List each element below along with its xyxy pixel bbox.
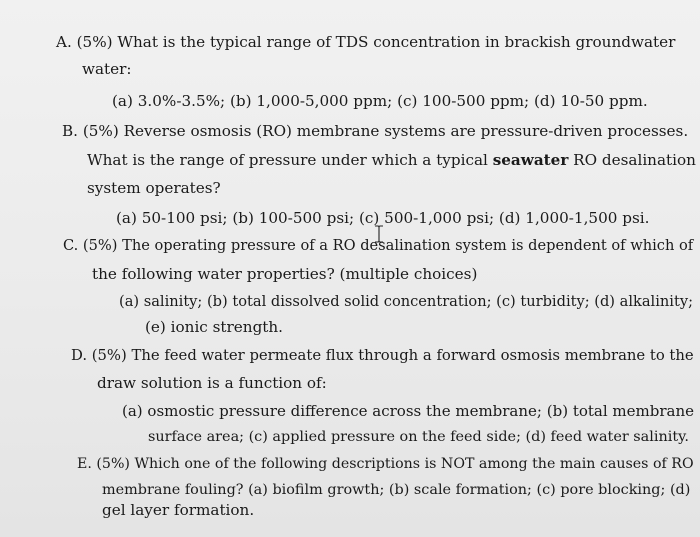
question-b-emphasis: seawater [492,151,569,169]
question-b-line-1: B. (5%) Reverse osmosis (RO) membrane systems are pressure-driven processes. [62,122,689,140]
question-b-line-2-pre: What is the range of pressure under which a typical [87,151,493,169]
question-b-line-2-post: RO desalination [568,151,696,169]
question-d-line-1: D. (5%) The feed water permeate flux through a forward osmosis membrane to the [71,347,694,364]
question-c-line-2: the following water properties? (multiple choices) [92,265,478,283]
question-b-line-3: system operates? [87,179,221,197]
question-e-line-1: E. (5%) Which one of the following descriptions is NOT among the main causes of RO [77,456,694,472]
question-a-line-2: water: [82,60,132,78]
question-b-line-2 [87,150,696,170]
question-a-options: (a) 3.0%-3.5%; (b) 1,000-5,000 ppm; (c) 100-500 ppm; (d) 10-50 ppm. [112,92,648,110]
question-c-options-2: (e) ionic strength. [145,318,284,336]
question-d-options-2: surface area; (c) applied pressure on the feed side; (d) feed water salinity. [148,429,689,445]
question-c-options-1: (a) salinity; (b) total dissolved solid concentration; (c) turbidity; (d) alkalinity; [119,293,693,310]
question-d-line-2: draw solution is a function of: [97,374,327,392]
text-cursor-icon [374,225,384,243]
question-c-line-1: C. (5%) The operating pressure of a RO desalination system is dependent of which of [63,237,694,254]
question-d-options-1: (a) osmostic pressure difference across the membrane; (b) total membrane [122,402,694,420]
question-e-line-2: membrane fouling? (a) biofilm growth; (b) scale formation; (c) pore blocking; (d) [102,482,691,498]
question-a-line-1: A. (5%) What is the typical range of TDS concentration in brackish groundwater [56,33,676,51]
question-e-line-3: gel layer formation. [102,501,255,519]
question-b-options: (a) 50-100 psi; (b) 100-500 psi; (c) 500-1,000 psi; (d) 1,000-1,500 psi. [116,209,650,227]
